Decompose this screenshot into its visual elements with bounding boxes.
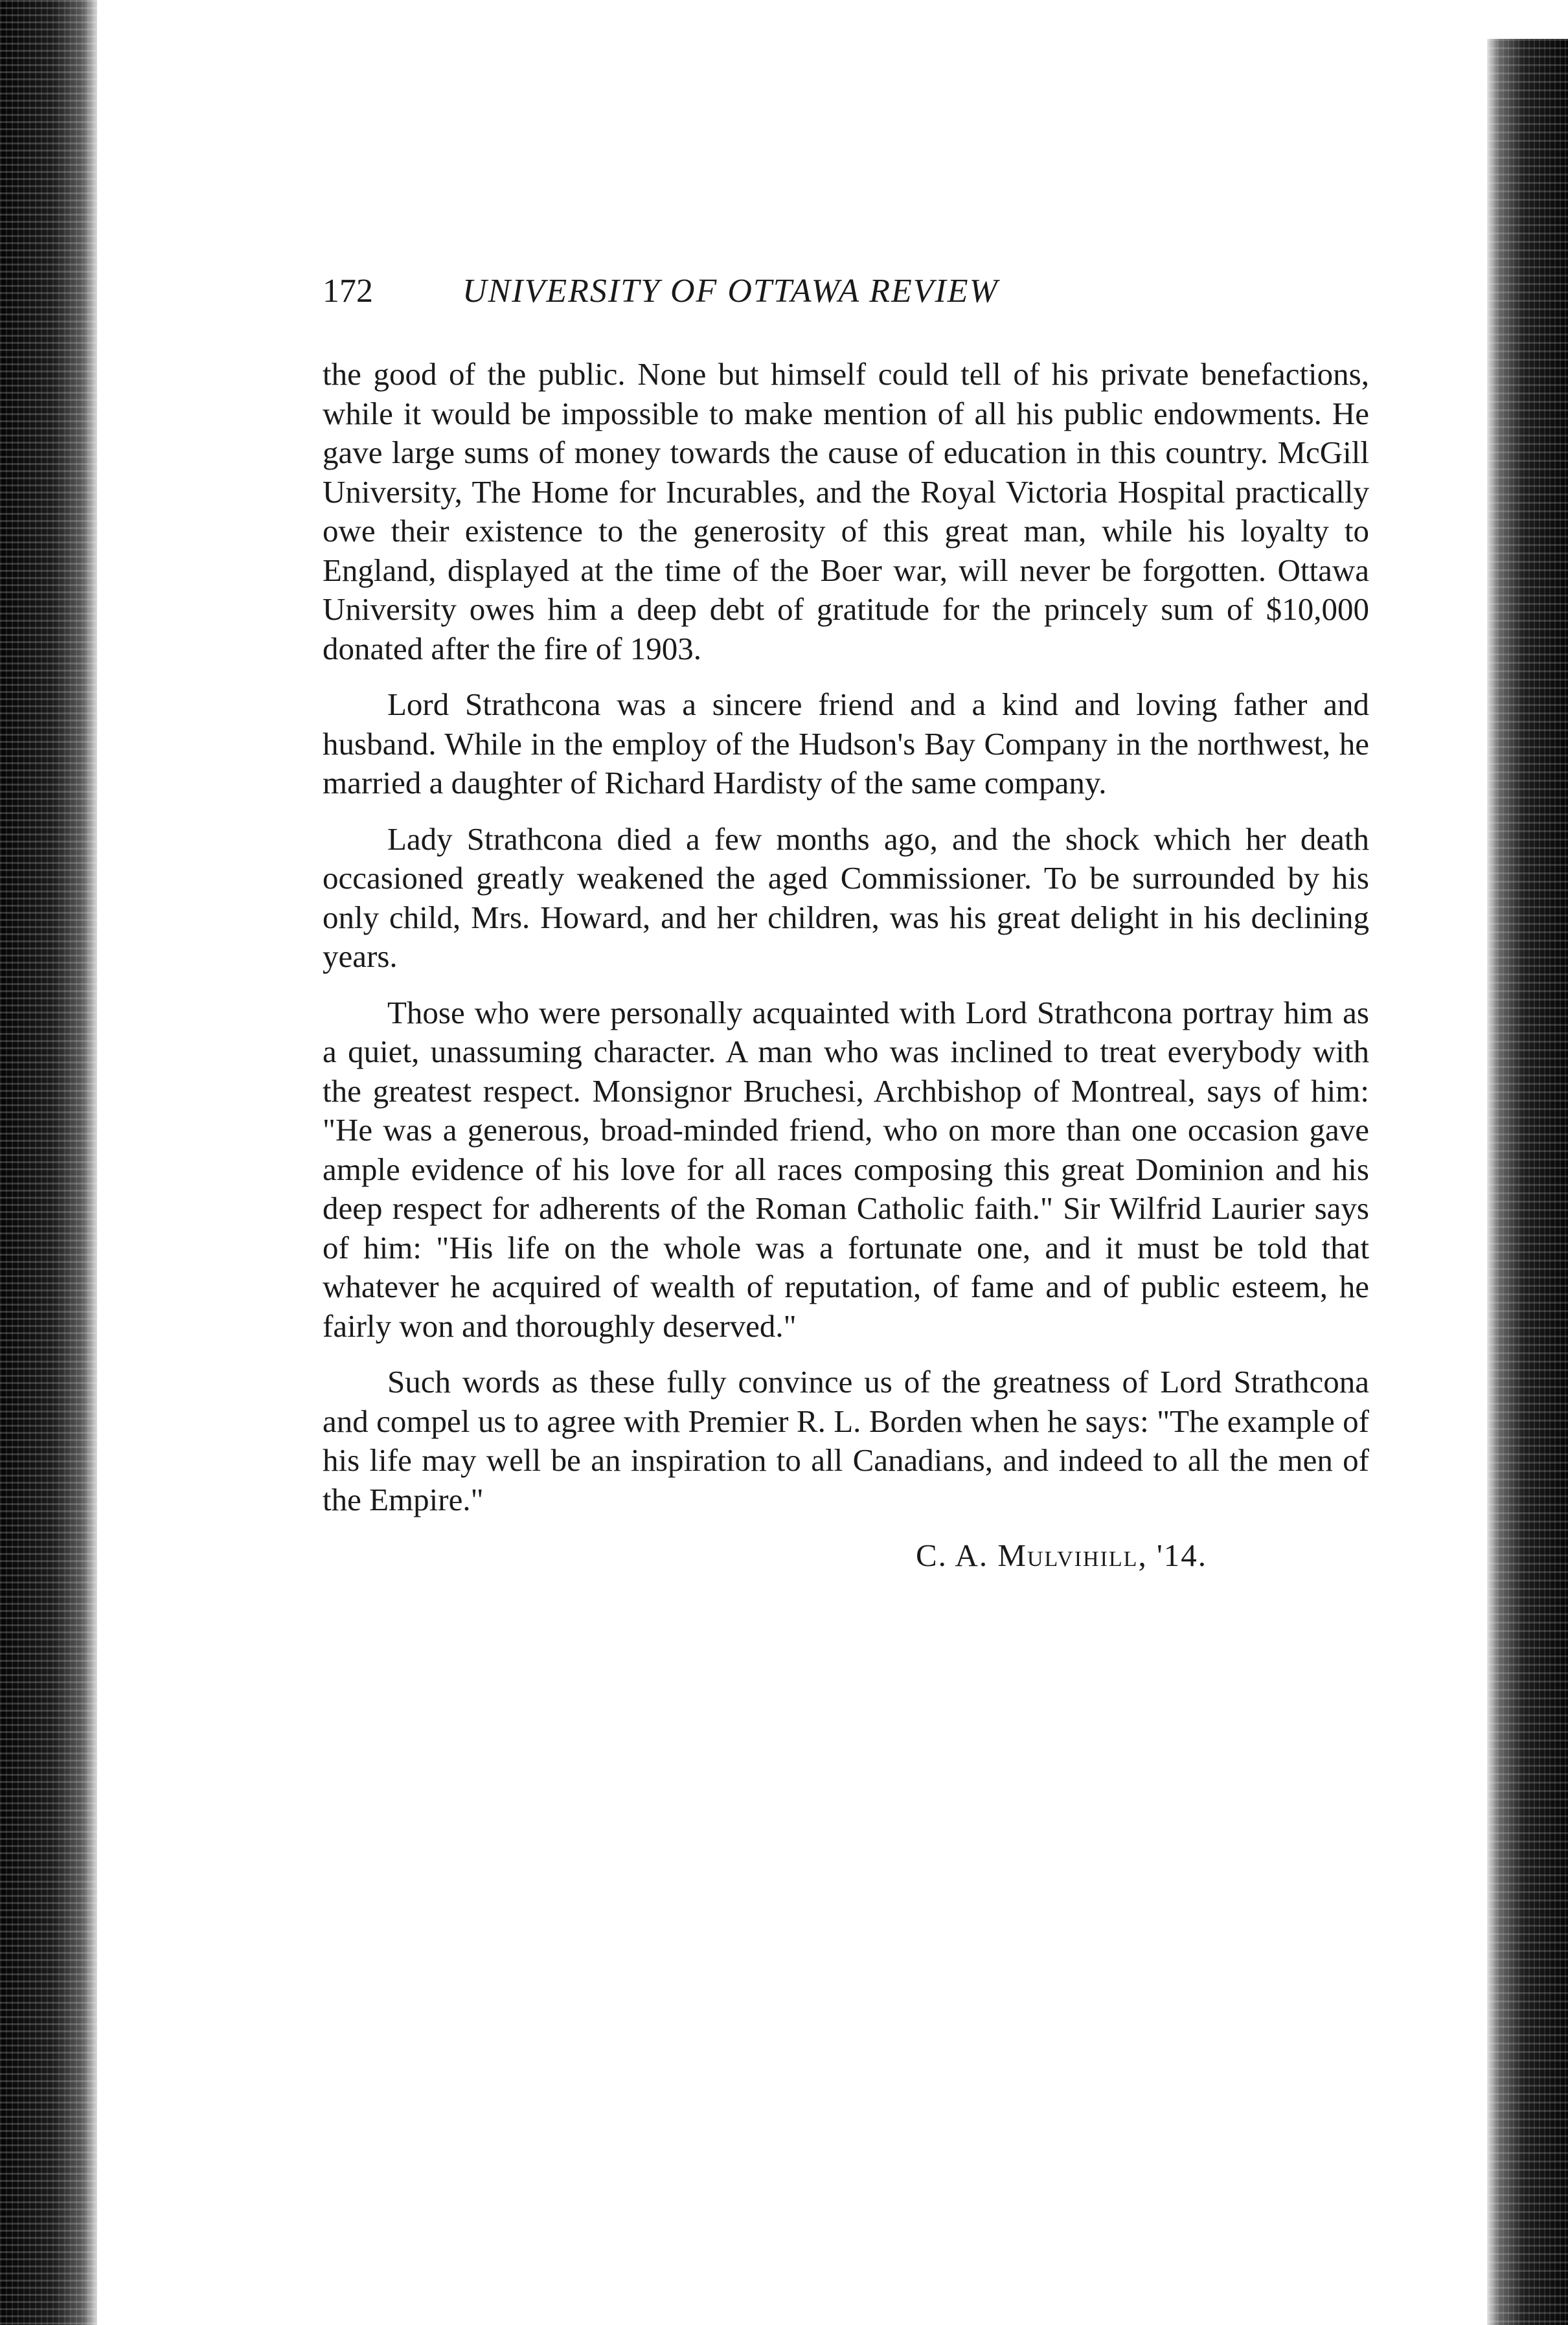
- signature-year: , '14.: [1138, 1537, 1208, 1573]
- paragraph-5: Such words as these fully convince us of the greatness of Lord Strathcona and compel us to agree with Premier R. L. Borden when he says: "The example of his life may well be an inspiration to all Canadians, and indeed to all the men of the Empire.": [323, 1364, 1369, 1517]
- scan-edge-right: [1487, 39, 1568, 2325]
- paragraph-2: Lord Strathcona was a sincere friend and a kind and loving father and husband. While in the employ of the Hudson's Bay Company in the northwest, he married a daughter of Richard Hardisty of the same company.: [323, 686, 1369, 800]
- paragraph-3: Lady Strathcona died a few months ago, and the shock which her death occasioned greatly weakened the aged Commissioner. To be surrounded by his only child, Mrs. Howard, and her children, was his great delight in his declining years.: [323, 821, 1369, 974]
- page-number: 172: [323, 273, 373, 310]
- signature-initials: C. A.: [916, 1537, 989, 1573]
- author-signature: [323, 1536, 1369, 1575]
- scan-edge-left: [0, 0, 97, 2325]
- paragraph-1: the good of the public. None but himself could tell of his private benefactions, while it would be impossible to make mention of all his public endowments. He gave large sums of money towards the cause of education in this country. McGill University, The Home for Incurables, and the Royal Victoria Hospital practically owe their existence to the generosity of this great man, while his loyalty to England, displayed at the time of the Boer war, will never be forgotten. Ottawa University owes him a deep debt of gratitude for the princely sum of $10,000 donated after the fire of 1903.: [323, 356, 1369, 666]
- running-title: UNIVERSITY OF OTTAWA REVIEW: [462, 273, 999, 310]
- article-body: [323, 355, 1369, 1575]
- signature-surname: Mulvihill: [997, 1537, 1139, 1573]
- page-header: [323, 259, 1333, 324]
- paragraph-4: Those who were personally acquainted with Lord Strathcona portray him as a quiet, unassuming character. A man who was inclined to treat everybody with the greatest respect. Monsignor Bruchesi, Archbishop of Montreal, says of him: "He was a generous, broad-minded friend, who on more than one occasion gave ample evidence of his love for all races composing this great Dominion and his deep respect for adherents of the Roman Catholic faith." Sir Wilfrid Laurier says of him: "His life on the whole was a fortunate one, and it must be told that whatever he acquired of wealth of reputation, of fame and of public esteem, he fairly won and thoroughly deserved.": [323, 994, 1369, 1344]
